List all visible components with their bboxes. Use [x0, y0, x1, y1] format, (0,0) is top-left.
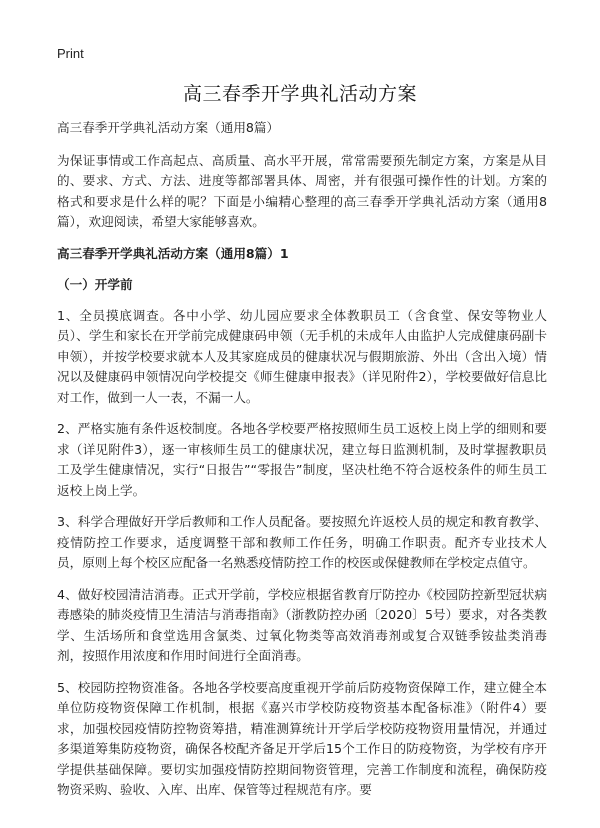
print-button[interactable]: Print [57, 46, 84, 61]
intro-paragraph: 为保证事情或工作高起点、高质量、高水平开展，常常需要预先制定方案，方案是从目的、要求、方式、方法、进度等都部署具体、周密，并有很强可操作性的计划。方案的格式和要求是什么样的呢？下面是小编精心整理的高三春季开学典礼活动方案（通用8篇），欢迎阅读，希望大家能够喜欢。 [57, 152, 547, 229]
paragraph-2: 2、严格实施有条件返校制度。各地各学校要严格按照师生员工返校上岗上学的细则和要求（详见附件3），逐一审核师生员工的健康状况，建立每日监测机制，及时掌握教职员工及学生健康情况，实行“日报告”“零报告”制度，坚决杜绝不符合返校条件的师生员工返校上岗上学。 [57, 421, 547, 498]
document-subtitle: 高三春季开学典礼活动方案（通用8篇） [57, 120, 280, 135]
document-body [57, 118, 547, 812]
paragraph-5: 5、校园防控物资准备。各地各学校要高度重视开学前后防疫物资保障工作，建立健全本单位防疫物资保障工作机制，根据《嘉兴市学校防疫物资基本配备标准》（附件4）要求，加强校园疫情防控物资筹措，精准测算统计开学后学校防疫物资用量情况，并通过多渠道筹集防疫物资，确保各校配齐备足开学后15个工作日的防疫物资，为学校有序开学提供基础保障。要切实加强疫情防控期间物资管理，完善工作制度和流程，确保防疫物资采购、验收、入库、出库、保管等过程规范有序。要 [57, 679, 547, 797]
paragraph-3: 3、科学合理做好开学后教师和工作人员配备。要按照允许返校人员的规定和教育教学、疫情防控工作要求，适度调整干部和教师工作任务，明确工作职责。配齐专业技术人员，原则上每个校区应配备一名熟悉疫情防控工作的校医或保健教师在学校定点值守。 [57, 514, 547, 570]
paragraph-1: 1、全员摸底调查。各中小学、幼儿园应要求全体教职员工（含食堂、保安等物业人员）、学生和家长在开学前完成健康码申领（无手机的未成年人由监护人完成健康码副卡申领），并按学校要求就本人及其家庭成员的健康状况与假期旅游、外出（含出入境）情况以及健康码申领情况向学校提交《师生健康申报表》（详见附件2），学校要做好信息比对工作，做到一人一表，不漏一人。 [57, 307, 547, 405]
paragraph-4: 4、做好校园清洁消毒。正式开学前，学校应根据省教育厅防控办《校园防控新型冠状病毒感染的肺炎疫情卫生清洁与消毒指南》（浙教防控办函〔2020〕5号）要求，对各类教学、生活场所和食堂选用含氯类、过氧化物类等高效消毒剂或复合双链季铵盐类消毒剂，按照作用浓度和作用时间进行全面消毒。 [57, 586, 547, 663]
page-title: 高三春季开学典礼活动方案 [182, 83, 417, 105]
section-heading: 高三春季开学典礼活动方案（通用8篇）1 [57, 245, 289, 261]
sub-heading: （一）开学前 [57, 277, 133, 292]
